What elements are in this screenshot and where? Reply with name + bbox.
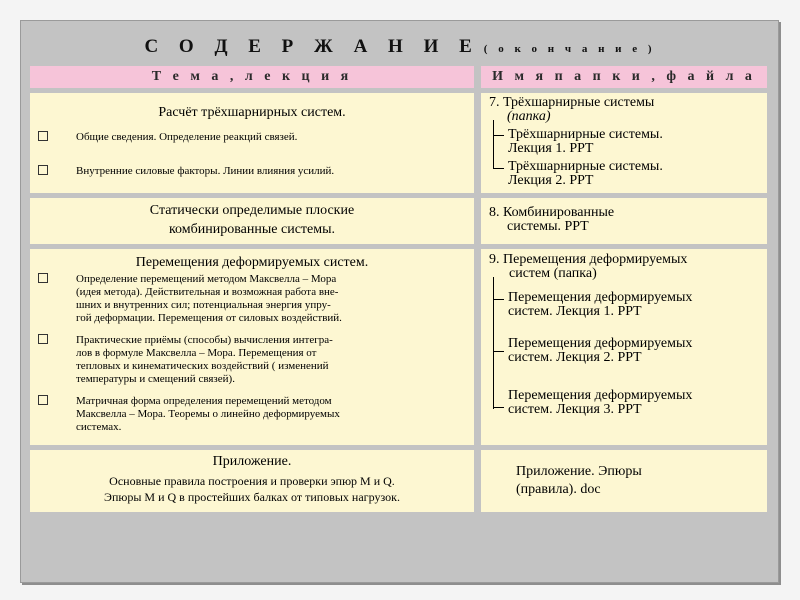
file-link-2[interactable]: Трёхшарнирные системы. Лекция 2. PPT	[508, 159, 663, 188]
row2-topic	[30, 198, 474, 244]
bullet-icon	[38, 131, 48, 141]
header-folder	[481, 66, 767, 88]
row2-heading-2: комбинированные системы.	[168, 222, 336, 237]
bullet-icon	[38, 334, 48, 344]
file-link-combined-1[interactable]: 8. Комбинированные	[489, 205, 615, 220]
file-link-move-3[interactable]: Перемещения деформируемых систем. Лекция 3. PPT	[508, 388, 693, 417]
row2-folder	[481, 198, 767, 244]
header-topic-label: Т е м а , л е к ц и я	[151, 69, 353, 84]
title-sub: ( о к о н ч а н и е )	[483, 43, 656, 55]
tree-bracket	[493, 277, 494, 409]
row1-heading: Расчёт трёхшарнирных систем.	[158, 105, 346, 120]
folder-7-tag: (папка)	[507, 109, 551, 124]
file-link-combined-2[interactable]: системы. PPT	[507, 219, 589, 234]
file-link-appendix-1[interactable]: Приложение. Эпюры	[516, 464, 642, 479]
file-link-move-1[interactable]: Перемещения деформируемых систем. Лекция 1. PPT	[508, 290, 693, 319]
header-topic	[30, 66, 474, 88]
bullet-icon	[38, 273, 48, 283]
row3-topic: Перемещения деформируемых систем. Определение перемещений методом Максвелла – Мора (идея метода). Действительная и возможная работа вне- шних и внутренних сил; потенциальная энергия упру- гой деформации. Перемещения от силовых воздействий. Практические приёмы (способы) вычисления интегра- лов в формуле Максвелла – Мора. Перемещения от тепловых и кинематических воздействий ( изменений температуры и смещений связей). Матричная форма определения перемещений методом Максвелла – Мора. Теоремы о линейно деформируемых системах.	[30, 249, 474, 445]
file-link-appendix-2[interactable]: (правила). doc	[516, 482, 601, 497]
bullet-icon	[38, 395, 48, 405]
header-folder-label: И м я п а п к и , ф а й л а	[492, 69, 756, 84]
title-main: С О Д Е Р Ж А Н И Е	[144, 36, 480, 57]
row3-folder	[481, 249, 767, 445]
row4-folder	[481, 450, 767, 512]
folder-7-title: 7. Трёхшарнирные системы	[489, 95, 655, 110]
row1-topic: Расчёт трёхшарнирных систем. Общие сведения. Определение реакций связей. Внутренние силовые факторы. Линии влияния усилий.	[30, 93, 474, 193]
row4-line-2: Эпюры M и Q в простейших балках от типовых нагрузок.	[104, 490, 400, 504]
row4-line-1: Основные правила построения и проверки эпюр M и Q.	[109, 474, 395, 488]
row3-heading: Перемещения деформируемых систем.	[135, 255, 369, 270]
tree-bracket	[493, 120, 494, 169]
folder-9-tag: систем (папка)	[509, 266, 597, 281]
row4-topic	[30, 450, 474, 512]
folder-9-title: 9. Перемещения деформируемых	[489, 252, 688, 267]
page-title	[0, 36, 800, 58]
file-link-1[interactable]: Трёхшарнирные системы. Лекция 1. PPT	[508, 127, 663, 156]
bullet-icon	[38, 165, 48, 175]
file-link-move-2[interactable]: Перемещения деформируемых систем. Лекция 2. PPT	[508, 336, 693, 365]
row2-heading-1: Статически определимые плоские	[149, 203, 355, 218]
row1-folder	[481, 93, 767, 193]
row4-heading: Приложение.	[212, 454, 292, 469]
